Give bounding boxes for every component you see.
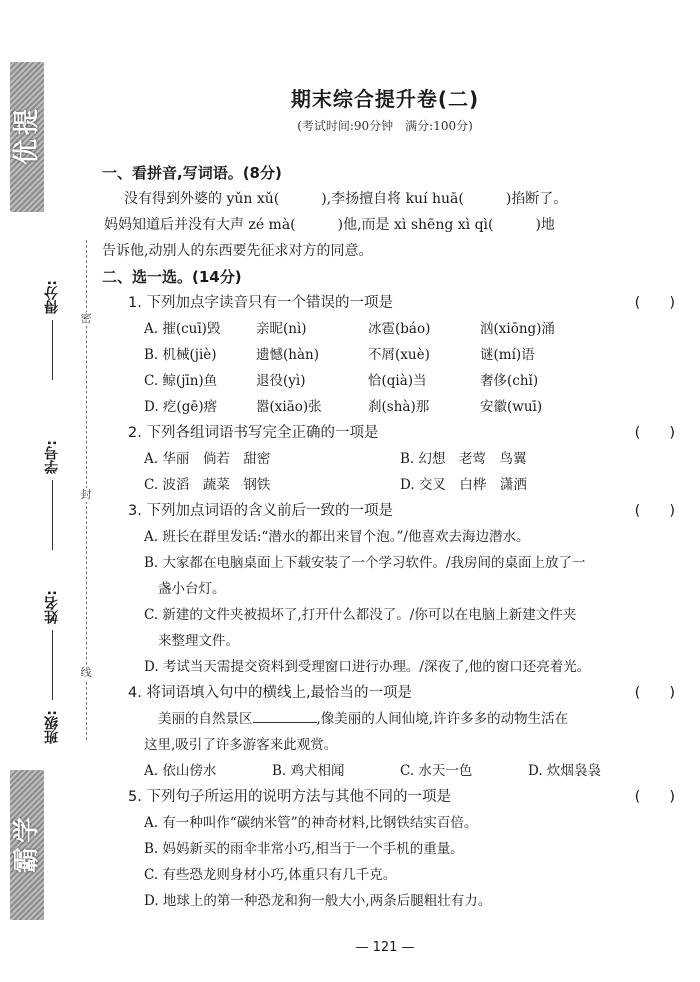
option: 谜(mí)语 <box>480 347 535 363</box>
question-2-option-row <box>100 446 685 472</box>
seal-word-xian: 线 <box>80 666 92 679</box>
option: B. 机械(jiè) <box>144 347 217 363</box>
seal-word-mi: 密 <box>80 312 92 325</box>
tag-char: 霸 <box>11 846 42 874</box>
question-5-stem <box>100 784 685 810</box>
option: 冰雹(báo) <box>368 321 431 337</box>
option: A. 依山傍水 <box>144 763 217 779</box>
option: 不屑(xuè) <box>368 347 430 363</box>
score-label: 得分: <box>44 280 60 314</box>
binding-margin <box>0 0 100 982</box>
class-field <box>40 710 64 744</box>
question-4-option-row <box>100 758 685 784</box>
answer-blank[interactable]: ( ) <box>634 295 675 311</box>
option: C. 鲸(jīn)鱼 <box>144 373 218 389</box>
question-4-sentence <box>100 706 685 732</box>
section-1-line: 妈妈知道后并没有大声 zé mà( )他,而是 xì shēng xì qì( )地 <box>104 217 555 233</box>
page-title: 期末综合提升卷(二) <box>290 87 480 111</box>
exam-info: (考试时间:90分钟 满分:100分) <box>297 119 473 133</box>
option: C. 新建的文件夹被损坏了,打开什么都没了。/你可以在电脑上新建文件夹 <box>144 607 577 623</box>
sentence-part: ,像美丽的人间仙境,许许多多的动物生活在 <box>316 711 569 727</box>
tag-tiyou <box>10 62 44 212</box>
option: 奢侈(chǐ) <box>480 373 539 389</box>
option: C. 波滔 蔬菜 钢铁 <box>144 477 271 493</box>
question-text: 3. 下列加点词语的含义前后一致的一项是 <box>128 503 393 519</box>
option: A. 有一种叫作“碳纳米管”的神奇材料,比钢铁结实百倍。 <box>144 815 478 831</box>
question-1-option-row <box>100 394 685 420</box>
question-2-stem <box>100 420 685 446</box>
option: 刹(shà)那 <box>368 399 430 415</box>
class-label: 班级: <box>44 710 60 744</box>
answer-blank[interactable]: ( ) <box>634 789 675 805</box>
section-1-line: 没有得到外婆的 yǔn xǔ( ),李扬擅自将 kuí huā( )掐断了。 <box>124 191 568 207</box>
student-id-field <box>40 440 64 550</box>
exam-content <box>100 160 685 914</box>
option: 汹(xiōng)涌 <box>480 321 555 337</box>
tag-xueba <box>10 770 44 920</box>
question-text: 1. 下列加点字读音只有一个错误的一项是 <box>128 295 393 311</box>
option: C. 水天一色 <box>400 763 473 779</box>
option: 安徽(wuī) <box>480 399 543 415</box>
question-3-stem <box>100 498 685 524</box>
score-line <box>52 320 53 380</box>
student-id-line <box>52 480 53 550</box>
question-1-option-row <box>100 342 685 368</box>
option: D. 地球上的第一种恐龙和狗一般大小,两条后腿粗壮有力。 <box>144 893 492 909</box>
option: A. 班长在群里发话:“潜水的都出来冒个泡。”/他喜欢去海边潜水。 <box>144 529 530 545</box>
option: C. 有些恐龙则身材小巧,体重只有几千克。 <box>144 867 397 883</box>
option: B. 妈妈新买的雨伞非常小巧,相当于一个手机的重量。 <box>144 841 464 857</box>
option: 嚣(xiāo)张 <box>256 399 322 415</box>
option: D. 交叉 白桦 潇洒 <box>400 477 527 493</box>
question-4-sentence-cont: 这里,吸引了许多游客来此观赏。 <box>144 737 338 753</box>
option: B. 幻想 老莺 鸟翼 <box>400 451 527 467</box>
name-field <box>40 590 64 700</box>
tag-char: 学 <box>11 816 42 844</box>
option: 恰(qià)当 <box>368 373 427 389</box>
question-1-option-row <box>100 368 685 394</box>
student-id-label: 学号: <box>44 440 60 474</box>
option: 遗憾(hàn) <box>256 347 319 363</box>
option: 亲昵(nì) <box>256 321 307 337</box>
option: A. 摧(cuī)毁 <box>144 321 221 337</box>
question-text: 2. 下列各组词语书写完全正确的一项是 <box>128 425 379 441</box>
option: 退役(yì) <box>256 373 306 389</box>
option: D. 炊烟袅袅 <box>528 763 601 779</box>
name-line <box>52 630 53 700</box>
tag-char: 提 <box>11 108 42 136</box>
option-continued: 来整理文件。 <box>158 633 239 649</box>
option: D. 疙(gē)瘩 <box>144 399 218 415</box>
question-1-stem <box>100 290 685 316</box>
page-number: — 121 — <box>355 940 415 955</box>
seal-word-feng: 封 <box>80 488 92 501</box>
name-label: 姓名: <box>44 590 60 624</box>
sentence-part: 美丽的自然景区 <box>158 711 253 727</box>
answer-blank[interactable]: ( ) <box>634 685 675 701</box>
answer-blank[interactable]: ( ) <box>634 425 675 441</box>
score-field <box>40 280 64 380</box>
question-1-option-row <box>100 316 685 342</box>
answer-blank[interactable]: ( ) <box>634 503 675 519</box>
question-4-stem <box>100 680 685 706</box>
option: B. 鸡犬相闻 <box>272 763 345 779</box>
tag-char: 优 <box>11 138 42 166</box>
fill-in-blank[interactable] <box>253 708 317 723</box>
question-text: 4. 将词语填入句中的横线上,最恰当的一项是 <box>128 685 413 701</box>
option-continued: 盏小台灯。 <box>158 581 226 597</box>
option: A. 华丽 倘若 甜密 <box>144 451 271 467</box>
section-2-heading: 二、选一选。(14分) <box>102 268 242 286</box>
question-text: 5. 下列句子所运用的说明方法与其他不同的一项是 <box>128 789 451 805</box>
section-1-heading: 一、看拼音,写词语。(8分) <box>102 164 282 182</box>
option: B. 大家都在电脑桌面上下载安装了一个学习软件。/我房间的桌面上放了一 <box>144 555 586 571</box>
section-1-line: 告诉他,动别人的东西要先征求对方的同意。 <box>102 243 373 259</box>
option: D. 考试当天需提交资料到受理窗口进行办理。/深夜了,他的窗口还亮着光。 <box>144 659 591 675</box>
question-2-option-row <box>100 472 685 498</box>
